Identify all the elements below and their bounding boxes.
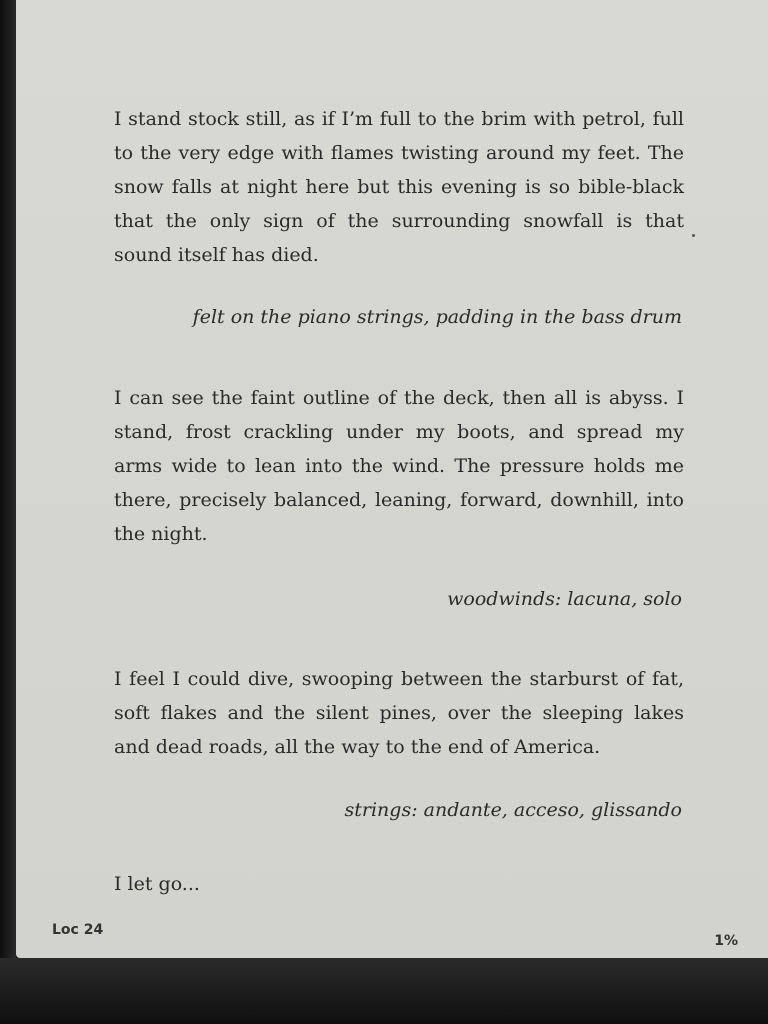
paragraph-2: I can see the faint outline of the deck, then all is abyss. I stand, frost crackling under my boots, and spread my arms wide to lean into the wind. The pressure holds me there, precisely balanced, leaning, forward, downhill, into the night.: [114, 387, 684, 545]
music-cue-1: felt on the piano strings, padding in the bass drum: [192, 306, 682, 328]
book-page[interactable]: [16, 0, 768, 958]
progress-indicator[interactable]: 1%: [714, 933, 738, 949]
device-bezel-left: [0, 0, 16, 960]
music-cue-3: strings: andante, acceso, glissando: [344, 799, 682, 821]
device-bezel-bottom: [0, 958, 768, 1024]
paragraph-3: I feel I could dive, swooping between the starburst of fat, soft flakes and the silent pines, over the sleeping lakes and dead roads, all the way to the end of America.: [114, 668, 684, 758]
ereader-screen[interactable]: [16, 0, 768, 958]
screen-speck: [692, 234, 695, 237]
music-cue-2: woodwinds: lacuna, solo: [447, 588, 682, 610]
location-indicator[interactable]: Loc 24: [52, 922, 104, 938]
paragraph-4: I let go...: [114, 873, 200, 895]
paragraph-1: I stand stock still, as if I’m full to the brim with petrol, full to the very edge with flames twisting around my feet. The snow falls at night here but this evening is so bible-black that the only sign of the surrounding snowfall is that sound itself has died.: [114, 108, 684, 266]
